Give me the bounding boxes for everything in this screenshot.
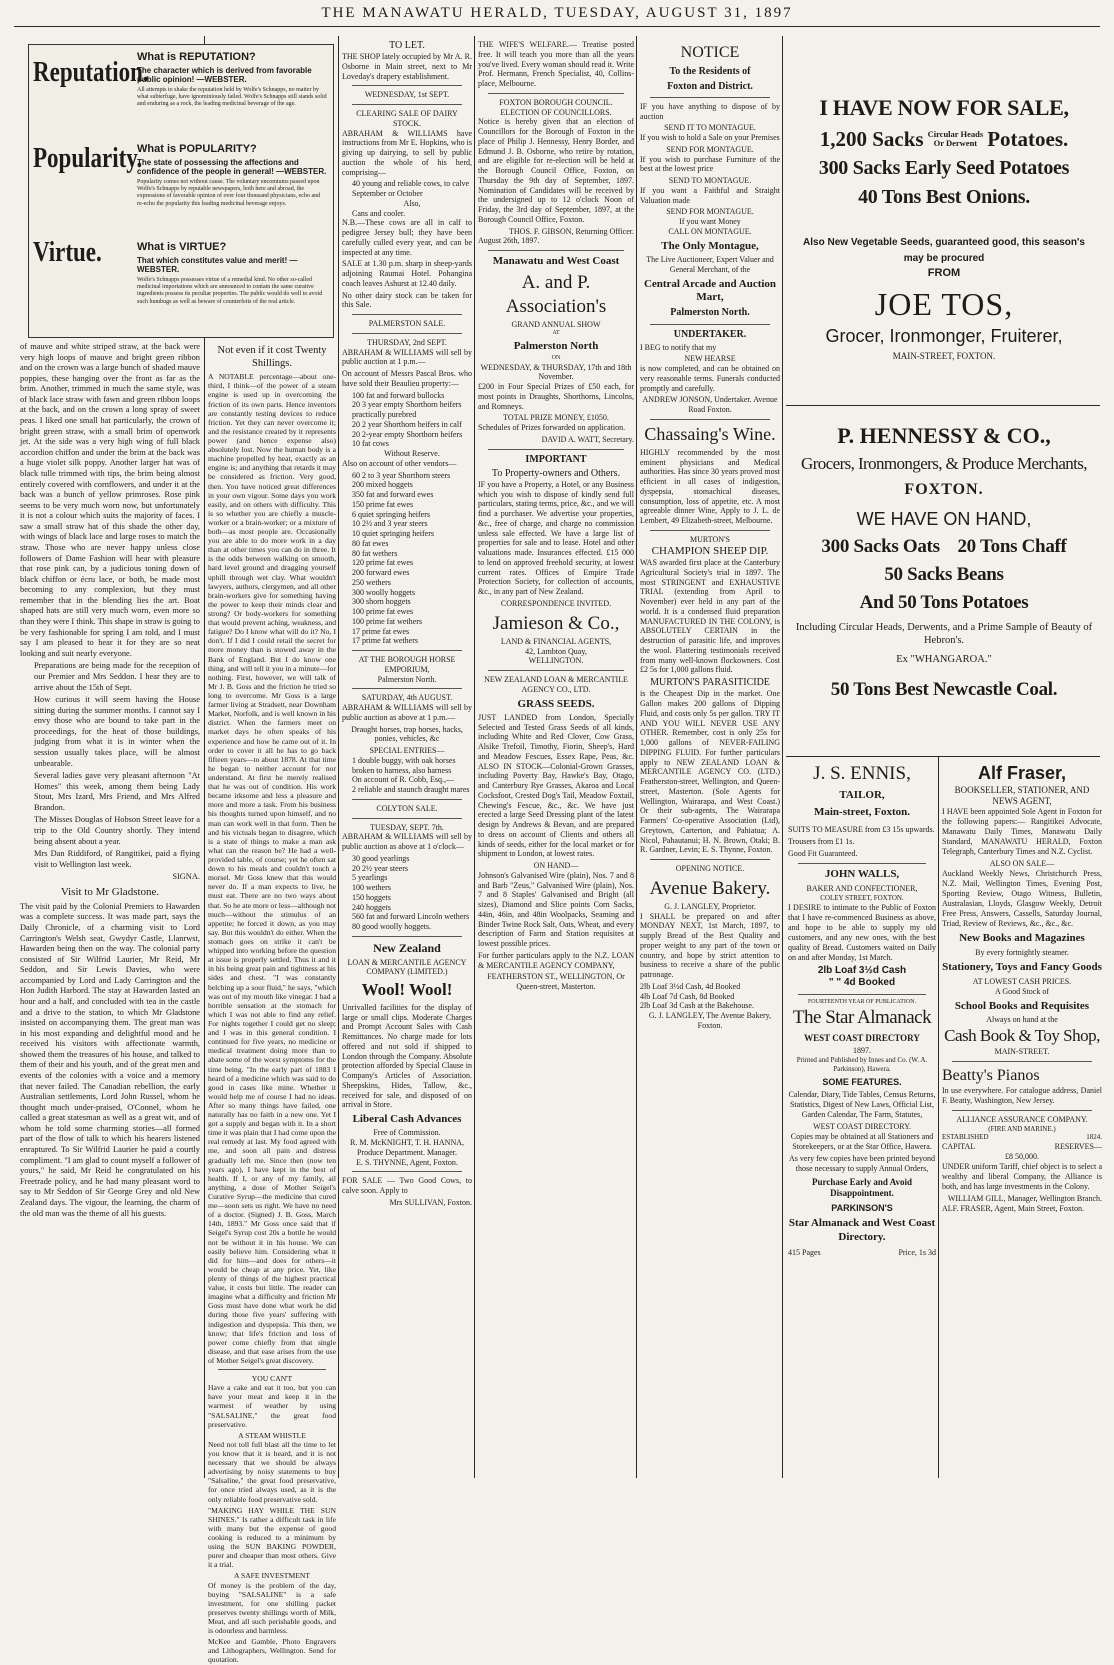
show-association: A. and P. Association's <box>505 272 607 317</box>
notice-to: To the Residents of <box>669 65 751 77</box>
jamieson-city: WELLINGTON. <box>528 656 584 666</box>
star-almanack-2: Star Almanack and West Coast Directory. <box>788 1216 936 1243</box>
onhand-title: ON HAND— <box>533 861 579 871</box>
mcknight-line: R. M. McKNIGHT, T. H. HANNA, <box>350 1138 464 1148</box>
montague-line: SEND FOR MONTAGUE. <box>666 207 754 217</box>
prep-text: Preparations are being made for the reception of our Premier and Mrs Seddon. I hear they are to arrive about the 15th of Sept. <box>34 661 200 692</box>
stock-line: Without Reserve. <box>384 449 440 459</box>
stationery: Stationery, Toys and Fancy Goods <box>942 960 1102 973</box>
stock-line: 350 fat and forward ewes <box>352 490 434 500</box>
council-date: August 26th, 1897. <box>478 236 540 246</box>
school-books: School Books and Requisites <box>954 999 1090 1012</box>
chassaing-title: Chassaing's Wine. <box>644 423 776 444</box>
potatoes-word: Potatoes. <box>987 126 1069 151</box>
column-council <box>478 40 634 1478</box>
new-books: New Books and Magazines <box>959 932 1085 944</box>
wife-text: THE WIFE'S WELFARE.— Treatise posted free. It will teach you more than all the years you've lived. Every woman should read it. Write Prof. Hermann, French Specialist, 40, Collins-place, Melbourne. <box>478 40 634 88</box>
beatty-text: In use everywhere. For catalogue address, Daniel F. Beatty, Washington, New Jersey. <box>942 1085 1102 1105</box>
mcknight-line2: Produce Department. Manager. <box>357 1147 457 1157</box>
ennis-street: Main-street, Foxton. <box>813 805 911 818</box>
palmerston-north: Palmerston North. <box>670 307 750 319</box>
stock-line: On account of R. Cobb, Esq.,— <box>352 775 454 785</box>
purchase-early: Purchase Early and Avoid Disappointment. <box>812 1177 912 1199</box>
printed-by: Printed and Published by Innes and Co. (W. A. Parkinson), Hawera. <box>796 1056 928 1073</box>
onions: 40 Tons Best Onions. <box>858 186 1030 209</box>
stock-line: 20 2½ year steers <box>352 863 408 873</box>
jamieson-address: 42, Lambton Quay, <box>525 646 587 656</box>
masthead-title: THE MANAWATU HERALD, TUESDAY, AUGUST 31, 1897 <box>321 5 793 21</box>
montague-line: SEND FOR MONTAGUE. <box>666 144 754 154</box>
show-schedule: Schedules of Prizes forwarded on application. <box>478 423 626 433</box>
column-montague <box>640 40 780 1478</box>
stock-line: 30 good yearlings <box>352 853 410 863</box>
virtue-question: What is VIRTUE? <box>137 241 227 253</box>
stock-line: 80 fat ewes <box>352 538 389 548</box>
lower-left-ads <box>788 762 936 1478</box>
alliance-title: ALLIANCE ASSURANCE COMPANY. <box>956 1114 1088 1124</box>
joe-tos-address: MAIN-STREET, FOXTON. <box>892 351 996 362</box>
variety-line: Or Derwent <box>933 137 978 148</box>
property-text: IF you have a Property, a Hotel, or any Business which you wish to dispose of kindly send full particulars, stating terms, price, &c., and we will find a purchaser. We advertise your properties, &c., free of charge, and charge no commission unless sale effected. We have a large list of properties for sale and to lease. Hotel and other valuations made. Insurances effected. £15 000 to lend on approved freehold security, at lowest current rates. Offices of Empire Trade Protection Society, for collection of accounts, &c., in any part of New Zealand. <box>478 479 634 597</box>
show-at: AT <box>552 329 560 336</box>
always-hand: Always on hand at the <box>986 1015 1058 1025</box>
montague-line: If you wish to hold a Sale on your Premises <box>640 133 780 143</box>
gladstone-text: The visit paid by the Colonial Premiers to Hawarden was a complete success. It was made part, says the Daily Chronicle, of a charming visit to Lord Carrington's Welsh seat, Gwydyr Castle, Llanrwst, Hawarden being then on the way. The colonial party consisted of Sir Wilfrid Laurier, Mr Reid, Mr Seddon, and Sir Lewis Davies, who were accompanied by Lord and Lady Carrington and the Hon Judith Harbord. The stay at Hawarden lasted an hour and a half, and concluded with tea in the castle and a drive to the station, to which Mr Gladstone insisted on accompanying them. The great man was in his most expanding and delightful mood and he received his visitors with affectionate warmth, showed them the treasures of his house, and talked to them of their and his youth, and of the great men and events of the colonies with a voice and a memory that never failed. The Canadian rebellion, the early Australian settlements, Lord John Russel, whom he thought much under-praised, O'Connel, whom he called a great statesman as well as a great wit, and of whom he told some charming stories—all formed part of the flow of talk to which his hearers listened enraptured. To Sir Wilfrid Laurier he paid a courtly compliment. "I am glad to count myself a follower of yours," he said, Mr Reid he congratulated on his Freetrade policy, and he had many pleasant word to say to Mr Seddon of Sir George Grey and old New Zealand days. The vigour, the learning, the charm of the old man was the theme of all his guests. <box>20 901 200 1218</box>
nz-loan-title: New Zealand <box>373 940 441 955</box>
borough-horse-title: AT THE BOROUGH HORSE EMPORIUM, <box>358 655 456 674</box>
stock-line: 100 prime fat wethers <box>352 616 422 626</box>
stock-line: 120 prime fat ewes <box>352 558 414 568</box>
column-auctions <box>342 40 472 1478</box>
montague-line: If you want a Faithful and Straight Valuation made <box>640 185 780 205</box>
palmerston-text: ABRAHAM & WILLIAMS will sell by public auction at 1 p.m.— <box>342 347 472 367</box>
parasiticide-text: is the Cheapest Dip in the market. One Gallon makes 200 gallons of Dipping Fluid, and costs only 5s per gallon. TRY IT AND YOU WILL NEVER USE ANY OTHER. Remember, cost is only 25s for 1,000 gallons of NEVER-FAILING DIPPING FLUID. For further particulars apply to NEW ZEALAND LOAN & MERCANTILE AGENCY CO. (LTD.) Featherston-street, Wellington, and Queen-street, Masterton. (Sole Agents for Wellington, Wairarapa, and West Coast.) Or their sub-agents, The Wairarapa Farmers' Co-operative Association (Ltd), Greytown, Carterton, and Pahiatua; A. Nicol, Pahautanui; H. N. Brown, Otaki; B. R. Gardner, Levin; E. S. Thynne, Foxton. <box>640 689 780 855</box>
good-stock: A Good Stock of <box>995 986 1049 996</box>
jamieson-title: Jamieson & Co., <box>492 612 620 634</box>
show-dates: WEDNESDAY, & THURSDAY, 17th and 18th November. <box>480 362 632 382</box>
montague-line: CALL ON MONTAGUE. <box>668 226 752 236</box>
lowest-prices: AT LOWEST CASH PRICES. <box>972 976 1072 986</box>
hennessy-town: FOXTON. <box>904 481 984 499</box>
stock-line: 150 hoggets <box>352 892 391 902</box>
reputation-question: What is REPUTATION? <box>137 51 256 63</box>
montague-line: SEND TO MONTAGUE. <box>668 176 752 186</box>
reputation-def: The character which is derived from favorable public opinion! —WEBSTER. <box>137 66 312 84</box>
clearing-note: No other dairy stock can be taken for this Sale. <box>342 290 472 310</box>
joe-tos-trade: Grocer, Ironmonger, Fruiterer, <box>825 325 1063 346</box>
west-coast-dir: WEST COAST DIRECTORY <box>804 1033 920 1043</box>
council-signature: THOS. F. GIBSON, Returning Officer. <box>509 226 634 236</box>
column-rule <box>474 36 475 1478</box>
tuesday-date: TUESDAY, SEPT. 7th. <box>370 822 444 832</box>
hay-text: "MAKING HAY WHILE THE SUN SHINES." Is rather a difficult task in life with many but the expense of good cooking is reduced to a minimum by using the SUN BAKING POWDER, purer and cheaper than most others. Give it a trial. <box>208 1505 336 1570</box>
undertaker-title: UNDERTAKER. <box>673 328 747 340</box>
stock-line: 17 prime fat wethers <box>352 636 418 646</box>
sullivan-line: Mrs SULLIVAN, Foxton. <box>389 1197 472 1207</box>
column-rule <box>782 36 783 1478</box>
including-line: Including Circular Heads, Derwents, and a Prime Sample of Beauty of Hebron's. <box>795 621 1093 646</box>
alliance-manager: WILLIAM GILL, Manager, Wellington Branch. <box>947 1194 1102 1203</box>
fortnightly: By every fortnightly steamer. <box>975 947 1069 957</box>
walls-text: I DESIRE to intimate to the Public of Foxton that I have re-commenced Business as above, and hope to be able to supply my old customers, and any new ones, with the best quality of Bread. Customers waited on Daily on and after Monday, 1st March. <box>788 902 936 962</box>
bakery-price: 4lb Loaf 7d Cash, 8d Booked <box>640 991 735 1001</box>
stock-line: 40 young and reliable cows, to calve September or October <box>352 179 470 199</box>
montague-line: SEND IT TO MONTAGUE. <box>664 123 756 133</box>
show-total: TOTAL PRIZE MONEY, £1050. <box>503 413 609 423</box>
forsale-text: FOR SALE — Two Good Cows, to calve soon. Apply to <box>342 1176 472 1196</box>
stock-line: 200 forward ewes <box>352 568 410 578</box>
riddiford-text: Mrs Dan Riddiford, of Rangitikei, paid a flying visit to Wellington last week. <box>34 849 200 869</box>
word-reputation: Reputation. <box>33 55 149 87</box>
beatty-title: Beatty's Pianos <box>942 1066 1040 1084</box>
wcd-title: WEST COAST DIRECTORY. <box>813 1122 911 1131</box>
features-list: Calendar, Diary, Tide Tables, Census Returns, Statistics, Digest of New Laws, Official List, Garden Calendar, The Farm, Statutes, <box>788 1090 936 1119</box>
alliance-agent: ALF. FRASER, Agent, Main Street, Foxton. <box>942 1204 1085 1213</box>
special-title: SPECIAL ENTRIES— <box>369 746 445 756</box>
established-label: ESTABLISHED <box>942 1133 989 1142</box>
show-title: GRAND ANNUAL SHOW <box>511 319 601 329</box>
bakery-price: 2lb Loaf 3d Cash at the Bakehouse. <box>640 1001 754 1011</box>
onhand-text: Johnson's Galvanised Wire (plain), Nos. 7 and 8 and Barb "Zeus," Galvanised Wire (plain), Nos. 7 and 8 Staples' Galvanised and Bright (all sizes), Diamond and Slice points Corn Sacks, 44in, 46in, and 48in Woolpacks, Seaming and Binder Twine Rock Salt, Oats, Wheat, and every description of Farm and Station requisites at lowest possible prices. <box>478 870 634 949</box>
investment-text: Of money is the problem of the day, buying "SALSALINE" is a safe investment, for one shilling packet preserves twenty shillings worth of Milk, Meat, and all such perishable goods, and is odourless and harmless. <box>208 1580 336 1636</box>
clearing-text: ABRAHAM & WILLIAMS have instructions from Mr E. Hopkins, who is giving up dairying, to sell by public auction the whole of his herd, comprising— <box>342 128 472 177</box>
grass-title: GRASS SEEDS. <box>517 697 595 710</box>
stock-line: 150 prime fat ewes <box>352 499 414 509</box>
alliance-sub: (FIRE AND MARINE.) <box>988 1124 1056 1133</box>
palmerston-also: Also on account of other vendors— <box>342 458 457 468</box>
show-prizes: £200 in Four Special Prizes of £50 each, for most points in Draughts, Shorthorns, Lincolns, and Romneys. <box>478 382 634 411</box>
almanack-price: Price, 1s 3d <box>898 1248 936 1258</box>
virtue-body: Wolfe's Schnapps possesses virtue of a remedial kind. No other so-called medicinal importations which are announced to contain the same curative ingredients possess its peculiar properties. The public would do well to avoid such humbugs as well as beware of counterfeits of the real article. <box>137 277 323 305</box>
clearing-title: CLEARING SALE OF DAIRY STOCK. <box>356 109 458 128</box>
for-sale-headline: I HAVE NOW FOR SALE, <box>819 95 1069 120</box>
liberal-title: Liberal Cash Advances <box>352 1113 462 1126</box>
column-rule <box>938 756 939 1478</box>
opening-notice: OPENING NOTICE. <box>675 864 745 874</box>
joe-tos-name: JOE TOS, <box>874 286 1014 323</box>
stock-line: 100 prime fat ewes <box>352 607 414 617</box>
divider <box>786 405 1100 406</box>
copies-text: Copies may be obtained at all Stationers and Storekeepers, or at the Star Office, Hawera. <box>790 1132 934 1151</box>
seed-potatoes: 300 Sacks Early Seed Potatoes <box>818 157 1070 180</box>
star-almanack: The Star Almanack <box>792 1007 932 1029</box>
alf-fraser-name: Alf Fraser, <box>977 763 1067 783</box>
virtue-def: That which constitutes value and merit! —WEBSTER. <box>137 256 298 274</box>
column-fashion <box>20 342 200 1478</box>
ennis-name: J. S. ENNIS, <box>813 763 911 784</box>
walls-name: JOHN WALLS, <box>824 868 900 881</box>
whistle-title: A STEAM WHISTLE <box>238 1430 306 1440</box>
sacks-line: 1,200 Sacks <box>819 126 924 151</box>
chron-text: How curious it will seem having the House sitting during the summer months. I cannot say I envy those who are bound to take part in the proceedings, for the heat of those buildings, judging from what it is in winter when the session usually takes place, will be almost unbearable. <box>34 695 200 768</box>
show-org: Manawatu and West Coast <box>492 255 620 267</box>
show-on: ON <box>551 355 561 362</box>
wool-title: Wool! Wool! <box>361 980 453 1000</box>
bakery-price: 2lb Loaf 3½d Cash, 4d Booked <box>640 981 741 991</box>
undertaker-text2: is now completed, and can be obtained on very reasonable terms. Funerals conducted promptly and carefully. <box>640 364 780 393</box>
chassaing-text: HIGHLY recommended by the most eminent physicians and Medical authorities. Has since 30 years proved most efficient in all cases of indigestion, dyspepsia, stomachical diseases, consumption, loss of appetite, etc. A most agreeable dinner Wine, Apply to J. L. de Lembert, 49 Elizabeth-street, Melbourne. <box>640 447 780 526</box>
stock-line: 10 quiet springing heifers <box>352 529 434 539</box>
hennessy-name: P. HENNESSY & CO., <box>837 423 1051 448</box>
stock-line: 5 yearlings <box>352 873 388 883</box>
alf-fraser-trade: BOOKSELLER, STATIONER, AND NEWS AGENT, <box>954 784 1090 806</box>
alliance-text: UNDER uniform Tariff, chief object is to select a wealthy and liberal Company, the Alliance is both, and has large investments in the Colony. <box>942 1162 1102 1191</box>
main-street: MAIN-STREET. <box>994 1046 1050 1056</box>
stock-line: 10 fat cows <box>352 439 389 449</box>
stock-line: 6 quiet springing heifers <box>352 509 430 519</box>
word-popularity: Popularity. <box>33 141 143 173</box>
lower-right-ads <box>942 762 1102 1478</box>
seigel-title: Not even if it cost Twenty Shillings. <box>217 345 327 369</box>
stock-line: Cans and cooler. <box>352 208 406 218</box>
page-count: 415 Pages <box>788 1248 821 1258</box>
cant-text: Have a cake and eat it too, but you can have your meat and keep it in the warmest of weather by using "SALSALINE," the great food preservative. <box>208 1383 336 1429</box>
masthead-rule <box>14 26 1100 27</box>
sheep-dip-text: WAS awarded first place at the Canterbury Agricultural Society's trial in 1897. The most STRINGENT and EXHAUSTIVE TRIAL (extending from April to November) ever held in any part of the world. It is a condensed fluid preparation MANUFACTURED IN THE COLONY, is ABSOLUTELY CERTAIN in the destruction of parasitic life, and improves the wool. Flattering testimonials received from many well-known flockowners. Cost £2 5s for 1,000 gallons fluid. <box>640 558 780 675</box>
hennessy-ad <box>786 408 1102 754</box>
undertaker-text: I BEG to notify that my <box>640 342 717 352</box>
murton-title: MURTON'S <box>690 534 730 544</box>
colyton-text: ABRAHAM & WILLIAMS will sell by public auction as above at 1 o'clock— <box>342 832 472 852</box>
stock-line: 80 fat wethers <box>352 548 398 558</box>
features-title: SOME FEATURES. <box>822 1076 902 1087</box>
bakery-title: Avenue Bakery. <box>649 877 771 899</box>
on-hand-title: WE HAVE ON HAND, <box>856 509 1032 530</box>
column-seigel <box>208 342 336 1665</box>
beans-line: 50 Sacks Beans <box>884 563 1004 585</box>
election-title: ELECTION OF COUNCILLORS. <box>500 107 612 117</box>
palmerston-sub: On account of Messrs Pascal Bros. who have sold their Beaulieu property:— <box>342 369 472 388</box>
reserves-label: RESERVES— <box>1054 1142 1102 1151</box>
saturday-text: ABRAHAM & WILLIAMS will sell by public auction as above at 1 p.m.— <box>342 703 472 722</box>
tolet-text: THE SHOP lately occupied by Mr A. R. Osborne in Main street, next to Mr Loveday's drapery establishment. <box>342 52 472 81</box>
investment-title: A SAFE INVESTMENT <box>234 1571 310 1581</box>
ladies-text: Several ladies gave very pleasant afternoon "At Homes" this week, among them being Lady Stout, Mrs Izard, Mrs Friend, and Mrs Alfred Brandon. <box>34 771 200 812</box>
bakery-text: I SHALL be prepared on and after MONDAY NEXT, 1st March, 1897, to supply Bread of the Best Quality and proper weight to any part of the town or country, and hope by strict attention to business to receive a share of the public patronage. <box>640 911 780 980</box>
coal-line: 50 Tons Best Newcastle Coal. <box>830 679 1058 701</box>
capital-value: £8 50,000. <box>1005 1152 1039 1161</box>
capital-label: CAPITAL <box>942 1142 976 1151</box>
wool-text: Unrivalled facilities for the display of large or small clips. Moderate Charges and Prompt Account Sales with Cash Remittances. No charge made for lots offered and not sold if shipped to London through the Company. Absolute protection afforded by Special Clause in Company's Articles of Association. Sheepskins, Hides, Tallow, &c., received for sale, and disposed of on arrival in Store. <box>342 1002 472 1110</box>
notice-foxton: Foxton and District. <box>667 80 753 92</box>
cant-title: YOU CAN'T <box>251 1374 293 1384</box>
bakery-signature: G. J. LANGLEY, The Avenue Bakery, Foxton. <box>648 1011 772 1030</box>
live-auctioneer: The Live Auctioneer, Expert Valuer and General Merchant, of the <box>646 255 774 274</box>
stock-line: 20 2-year empty Shorthorn heifers <box>352 429 463 439</box>
nzloan-title: NEW ZEALAND LOAN & MERCANTILE AGENCY CO., LTD. <box>484 675 628 694</box>
stock-line: 200 mixed hoggets <box>352 480 413 490</box>
central-arcade: Central Arcade and Auction Mart, <box>643 277 777 303</box>
almanack-year: 1897. <box>853 1046 871 1056</box>
walls-trade: BAKER AND CONFECTIONER, <box>806 884 918 893</box>
council-title: FOXTON BOROUGH COUNCIL. <box>499 97 613 107</box>
walls-street: COLEY STREET, FOXTON. <box>820 894 904 902</box>
stock-line: 240 hoggets <box>352 902 391 912</box>
walls-price: " " 4d Booked <box>828 977 896 989</box>
alf-fraser-text: I HAVE been appointed Sole Agent in Foxton for the following papers:— Rangitikei Advocate, Manawatu Daily Times, Manawatu Daily Standard, MANAWATU HERALD, Foxton Telegraph, Canterbury Times and N.Z. Cyclist. <box>942 807 1102 856</box>
fit-line: Good Fit Guaranteed. <box>788 849 858 859</box>
parasiticide-title: MURTON'S PARASITICIDE <box>650 677 770 689</box>
stock-line: 20 2 year Shorthorn heifers in calf <box>352 419 462 429</box>
wed-date: WEDNESDAY, 1st SEPT. <box>364 90 450 100</box>
tolet-title: TO LET. <box>389 40 425 51</box>
colyton-title: COLYTON SALE. <box>376 803 438 813</box>
further-address: FEATHERSTON ST., WELLINGTON, Or Queen-street, Masterton. <box>487 972 625 992</box>
stock-line: 100 wethers <box>352 883 391 893</box>
sheep-dip-title: CHAMPION SHEEP DIP. <box>651 544 769 557</box>
grass-text: JUST LANDED from London, Specially Selected and Tested Grass Seeds of all kinds, including White and Red Clover, Cow Grass, Alsike Trefoil, Timothy, Fiorin, Sheep's, Hard and Meadow Fescues, Essex Rape, Peas, &c. ALSO IN STOCK—Colonial-Grown Grasses, including Poverty Bay, Hawke's Bay, Otago, and Canterbury Rye Grasses, Akaroa and Local Cocksfoot, Crested Dog's Tail, Meadow Foxtail, Chewing's Fescue, &c., &c. We have just erected a large Seed Dressing plant of the latest design by Andrews & Bevan, and are prepared to dress on account of Clients and others all kinds of seeds, either for the local market or for shipment to London, at lowest rates. <box>478 712 634 859</box>
montague-line: IF you have anything to dispose of by auction <box>640 101 780 121</box>
popularity-question: What is POPULARITY? <box>137 143 257 155</box>
only-montague: The Only Montague, <box>661 239 759 252</box>
ennis-trade: TAILOR, <box>839 788 885 801</box>
stock-line: 100 fat and forward bullocks <box>352 390 445 400</box>
stock-line: 60 2 to 3 year Shorthorn steers <box>352 470 451 480</box>
whistle-text: Need not toll full blast all the time to let you know that it is heard, and it is not necessary that we should be always advertising by noisy statements to buy "Salsaline," the great food preservative, for once tried always used, as it is the only reliable food preservative sold. <box>208 1439 336 1504</box>
nz-loan-sub: LOAN & MERCANTILE AGENCY COMPANY (LIMITED.) <box>347 957 467 977</box>
walls-price: 2lb Loaf 3½d Cash <box>817 964 907 976</box>
also-title: ALSO ON SALE— <box>989 859 1055 868</box>
gladstone-title: Visit to Mr Gladstone. <box>60 885 160 898</box>
new-hearse: NEW HEARSE <box>684 354 736 364</box>
clearing-nb: N.B.—These cows are all in calf to pedigree Jersey bull; they have been carefully culled every year, and can be inspected at any time. <box>342 218 472 257</box>
liberal-sub: Free of Commission. <box>373 1128 441 1138</box>
stock-line: 300 shorn hoggets <box>352 597 411 607</box>
established-year: 1824. <box>1086 1133 1102 1142</box>
photo-text: McKee and Gamble, Photo Engravers and Lithographers, Wellington. Send for quotation. <box>208 1637 336 1665</box>
signature: SIGNA. <box>172 872 200 882</box>
column-rule <box>338 36 339 1478</box>
vessel-line: Ex "WHANGAROA." <box>896 654 992 666</box>
oats-chaff: 300 Sacks Oats 20 Tons Chaff <box>821 535 1067 557</box>
stock-line: Also, <box>403 198 421 208</box>
stock-line: 20 3 year empty Shorthorn heifers practically purebred <box>352 400 462 420</box>
show-secretary: DAVID A. WATT, Secretary. <box>541 434 634 444</box>
stock-line: 10 2½ and 3 year steers <box>352 519 428 529</box>
clearing-time: SALE at 1.30 p.m. sharp in sheep-yards adjoining Raumai Hotel. Pohangina coach leaves Ashurst at 12.40 daily. <box>342 259 472 288</box>
parkinson-title: PARKINSON'S <box>831 1202 893 1213</box>
bakery-proprietor: G. J. LANGLEY, Proprietor. <box>664 901 756 911</box>
douglas-text: The Misses Douglas of Hobson Street leave for a trip to the Old Country shortly. They intend being absent about a year. <box>34 815 200 846</box>
cash-book-shop: Cash Book & Toy Shop, <box>944 1026 1100 1046</box>
column-rule <box>636 36 637 1478</box>
joe-tos-ad <box>786 40 1102 440</box>
important-title: IMPORTANT <box>525 453 587 465</box>
council-text: Notice is hereby given that an election of Councillors for the Borough of Foxton in the place of Philip J. Hennessy, Henry Border, and Edmund J. B. Osborne, who retire by rotation, and are eligible for re-election will be held at the Borough Council Office, Foxton, on Thursday the 9th day of September, 1897. Nomination of Candidates will be received by the undersigned up to 12 o'clock Noon of Friday, the 3rd day of September, 1897, at the Borough Council Office, Foxton. <box>478 117 634 224</box>
vegetable-seeds: Also New Vegetable Seeds, guaranteed good, this season's may be procured <box>803 236 1085 264</box>
montague-line: If you wish to purchase Furniture of the best at the lowest price <box>640 154 780 174</box>
saturday-items: Draught horses, trap horses, hacks, ponies, vehicles, &c <box>351 724 463 744</box>
fourteenth-year: FOURTEENTH YEAR OF PUBLICATION. <box>807 998 917 1005</box>
show-place: Palmerston North <box>513 339 599 352</box>
seigel-text: A NOTABLE percentage—about one-third, I think—of the power of a steam engine is used up in overcoming the friction of its own parts. Hence inventors are constantly testing devices to reduce friction. Yet they can never overcome it; and the resistance created by it represents power (and hence expense also) absolutely lost. Now the human body is a machine propelled by heat, exactly as an engine is; and anything that retards it may be considered as friction. Very good, then. You have noticed great differences in your own vigour. Some days you work easily, and on others with difficulty. This is so whether you are chiefly a muscle-worker or a brain-worker; or a mixture of both—as most people are. Occasionally you are able to do more work in a day than at other times you can do in three. It is the odds between walking on smooth, hard level ground and dragging yourself uphill through wet clay. What wouldn't lawyers, authors, clergymen, and all other brain-workers give for something having the power to keep their minds clear and strong? Or body-workers for something that would prevent aching, weakness, and fatigue? Do I know what will do it? No, I don't. If I did I could retail the secret for more money than is stowed away in the Bank of England. But I do know one thing, and will tell it you in a minute—for nothing. First, however, we will talk of Mr J. B. Goss and the friction he tried so long to overcome. Mr Goss is a large farmer living at Stradsett, near Downham Market, Norfolk, and is well known in his district. When the farmers meet on market days he often speaks of his experience and how he came out of it. In order to cover it all he has to go back fifteen years—to about 1878. At that time he began to neither account for nor understand. At first he merely realised that he was out of condition. His work became irksome and less a pleasure and more and more a task. From his business his thoughts turned upon himself, and no man can work well in that form. Then he and his victuals began to disagree, which is a state of things to make a man ask what can the reason be? He had a well-provided table, of course; yet he often sat down to his meals and couldn't touch a morsel. Mr Goss knew that this would never do. If a man expects to live, he must eat. There are no two ways about that. So he ate more or less—although not much—without the stimulus of an appetite; he forced it down, as you may say. But this wouldn't do either. When the stomach goes on strike it can't be whipped into working before the question at issue is properly settled. Thus it and it in his being great pain and tightness at his sides and chest. "I was constantly belching up a sour fluid," he says, "which was out of my mouth like vinegar. I had a horrible sensation at the stomach for which I was not able to find any relief. For nights together I could get no sleep; and I was in this general condition. I continued for five years, no medicine or medical treatment doing more than to abate some of the worst symptoms for the time being. "In the early part of 1883 I heard of a medicine which was said to do good in cases like mine. Whether it would help me of course I had no ideas. After so many things have failed, one naturally has no faith in a new one. Yet I got a supply and began with it. In a short time it was plain that I had come upon the real remedy at last. My food agreed with me, and soon all pain and distress gradually left me. Since then (now ten years ago), I have kept in the best of health. If I, or any of my family, ail anything, a dose of Mother Seigel's Curative Syrup—the medicine that cured me—soon sets us right. We have no need of a doctor. (Signed) J. B. Goss, March 14th, 1893." Mr Goss once said that if Seigel's Syrup cost 20s a bottle he would not be without it in his house. We can easily believe him. Considering what it did for him—and does for others—it would be cheap at any price. Yet, like plenty of things of the highest practical value, it costs but little. The reader can imagine what a difficulty and friction Mr Goss must have done what work he did during those five years' suffering with indigestion and dyspepsia. This then, we know; that life's friction and loss of power come chiefly from that single disease, and that ease arises from the use of Mother Seigel's great discovery. <box>208 372 336 1365</box>
undertaker-signature: ANDREW JONSON, Undertaker. Avenue Road Foxton. <box>642 395 778 415</box>
montague-line: If you want Money <box>679 217 741 227</box>
stock-line: 80 good woolly hoggets. <box>352 922 432 932</box>
stock-line: 560 fat and forward Lincoln wethers <box>352 912 470 922</box>
word-virtue: Virtue. <box>33 235 102 267</box>
thynne-line: E. S. THYNNE, Agent, Foxton. <box>356 1157 458 1167</box>
palmerston-sale-title: PALMERSTON SALE. <box>368 319 446 329</box>
property-title: To Property-owners and Others. <box>491 467 621 479</box>
stock-line: 17 prime fat ewes <box>352 626 410 636</box>
suits-line: SUITS TO MEASURE from £3 15s upwards. <box>788 825 935 835</box>
also-text: Auckland Weekly News, Christchurch Press, N.Z. Mail, Wellington Times, Evening Post, Sporting Review, Otago Witness, Bulletin, Australasian, Lloyds, Glasgow Weekly, Detroit Free Press, Answers, Cassells, Saturday Journal, Triad, Review of Reviews, &c., &c., &c. <box>942 869 1102 928</box>
reputation-body: All attempts to shake the reputation held by Wolfe's Schnapps, no matter by what subterfuge, have ignominiously failed. Wolfe's Schnapps still stands solid and enduring as a rock, the leading medicinal beverage of the age. <box>137 87 327 108</box>
popularity-def: The state of possessing the affections and confidence of the people in general! —WEBSTER. <box>137 158 327 176</box>
trousers-line: Trousers from £1 1s. <box>788 837 855 847</box>
schnapps-ad <box>28 44 334 338</box>
popularity-body: Popularity comes not without cause. The voluntary encomiums passed upon Wolfe's Schnapps by reputable newspapers, both here and abroad, the expressions of favorable opinion of over four thousand physicians, echo and re-echo the popularity this leading medicinal beverage enjoys. <box>137 179 321 207</box>
further-text: For further particulars apply to the N.Z. LOAN & MERCANTILE AGENCY COMPANY, <box>478 950 634 970</box>
stock-line: 1 double buggy, with oak horses broken to harness, also harness <box>352 755 456 775</box>
thursday-date: THURSDAY, 2nd SEPT. <box>367 337 447 347</box>
potatoes-line: And 50 Tons Potatoes <box>859 591 1029 613</box>
borough-horse-place: Palmerston North. <box>377 674 437 684</box>
saturday-date: SATURDAY, 4th AUGUST. <box>361 693 453 703</box>
stock-line: 300 woolly hoggets <box>352 587 416 597</box>
notice-title: NOTICE <box>680 44 740 61</box>
variety-line: Circular Heads <box>927 129 984 140</box>
jamieson-sub: LAND & FINANCIAL AGENTS, <box>500 636 612 646</box>
stock-line: 2 reliable and staunch draught mares <box>352 785 470 795</box>
stock-line: 250 wethers <box>352 577 391 587</box>
hennessy-trade: Grocers, Ironmongers, & Produce Merchants, <box>801 453 1087 473</box>
divider <box>786 756 1100 757</box>
few-copies-text: As very few copies have been printed beyond those necessary to supply Annual Orders, <box>789 1154 935 1173</box>
from-word: FROM <box>927 266 961 279</box>
correspondence: CORRESPONDENCE INVITED. <box>500 598 612 608</box>
fashion-text: of mauve and white striped straw, at the back were very high loops of mauve and bright green ribbon and on the crown was a large bunch of shaded mauve poppies, these hanging over the front as far as the brim. Another, trimmed in much the same style, was of black lace straw with fawn and green ribbon loops at the back, and on the crown a long spray of sweet peas. I liked one small hat particularly, the crown of bright green straw, with a small brim of openwork jet. At the side was a very high wing of full black accordion chiffon and under the brim at the back was a huge violet silk poppy. Another larger hat was of black tulle trimmed with tips, the brim being almost entirely covered with cornflowers, and under it at the back was a bunch of yellow primroses. Rose pink seems to be very much worn now, but unfortunately it is not a colour which suits the majority of faces. I saw a small straw hat of this shade the other day, with wings of black lace and large roses to match the straw. Those who are never happy unless close followers of Dame Fashion will hear with pleasure that rose pink can, by a judicious toning down of black chiffon or écru lace, or both, be made most becoming to any complexion, but they must remember that in the blending lies the art. Boat shaped hats are still very much worn, even more so than they were I think. This shape in straw is going to be very fashionable for spring I am told, and I must say I am pleased to hear it for they are so neat looking and suit nearly everyone. <box>20 342 200 658</box>
